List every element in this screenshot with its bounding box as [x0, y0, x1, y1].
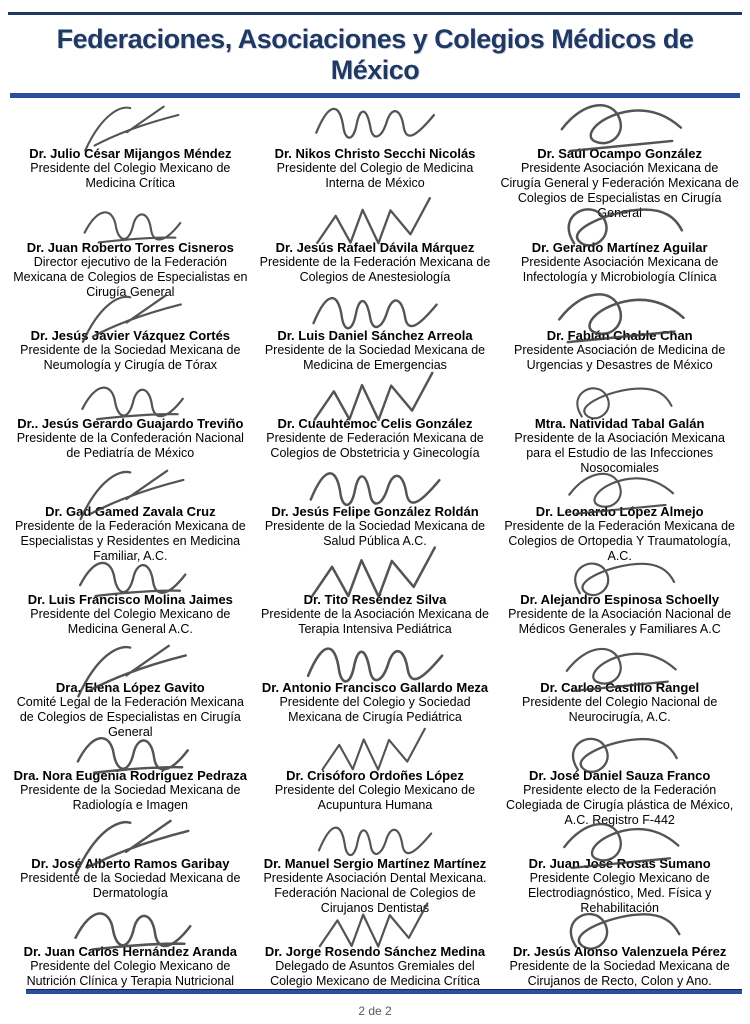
signatory-role: Presidente de la Confederación Nacional de Pediatría de México — [16, 431, 244, 461]
signatory-role: Presidente Asociación Dental Mexicana. Federación Nacional de Colegios de Cirujanos Dentistas — [263, 871, 487, 915]
signatory-card — [8, 214, 253, 302]
signatory-card — [497, 742, 742, 830]
signatory-name: Dr. Alejandro Espinosa Schoelly — [520, 592, 720, 607]
signatory-card — [8, 830, 253, 918]
signatory-card — [253, 390, 498, 478]
signatory-role: Presidente de la Asociación Nacional de Médicos Generales y Familiares A.C — [508, 607, 732, 637]
signatory-role: Presidente de la Asociación Mexicana para el Estudio de las Infecciones Nosocomiales — [514, 431, 725, 475]
signatory-name: Dra. Elena López Gavito — [55, 680, 205, 695]
signatory-card — [497, 654, 742, 742]
signatory-role: Presidente del Colegio de Medicina Interna de México — [276, 161, 474, 191]
signatory-role: Presidente de la Sociedad Mexicana de Dermatología — [20, 871, 241, 901]
signatory-name: Dr. Luis Francisco Molina Jaimes — [27, 592, 233, 607]
signatory-role: Delegado de Asuntos Gremiales del Colegio Mexicano de Medicina Crítica — [270, 959, 480, 989]
signatory-card — [497, 390, 742, 478]
signatory-name: Dr. Leonardo López Almejo — [535, 504, 704, 519]
signatory-role: Presidente de la Federación Mexicana de Colegios de Ortopedia Y Traumatología, A.C. — [504, 519, 736, 563]
signatory-name: Dr. Nikos Christo Secchi Nicolás — [274, 146, 476, 161]
signatory-name: Dr. Manuel Sergio Martínez Martínez — [263, 856, 487, 871]
signatory-card — [8, 390, 253, 478]
signatory-name: Dr. Saúl Ocampo González — [537, 146, 703, 161]
signatory-role: Presidente del Colegio Mexicano de Nutrición Clínica y Terapia Nutricional — [26, 959, 235, 989]
signatory-role: Presidente del Colegio y Sociedad Mexicana de Cirugía Pediátrica — [279, 695, 471, 725]
signatory-card — [8, 654, 253, 742]
signatory-name: Dr. Jesús Felipe González Roldán — [271, 504, 479, 519]
signatory-card — [8, 478, 253, 566]
signatory-card — [497, 112, 742, 220]
signatory-name: Dr. Jesús Rafael Dávila Márquez — [275, 240, 475, 255]
signatory-card — [253, 566, 498, 654]
signatory-card — [253, 654, 498, 742]
signatory-card — [253, 830, 498, 918]
page-number: 2 de 2 — [358, 1004, 392, 1018]
signatory-name: Dr. Julio César Mijangos Méndez — [29, 146, 232, 161]
signatory-card — [253, 112, 498, 214]
signatory-role: Presidente de la Asociación Mexicana de Terapia Intensiva Pediátrica — [261, 607, 489, 637]
signatory-role: Presidente electo de la Federación Colegiada de Cirugía plástica de México, A.C. Registro F-442 — [506, 783, 734, 827]
top-rule — [8, 12, 742, 15]
signatory-name: Dr. Gad Gamed Zavala Cruz — [45, 504, 216, 519]
signatory-role: Presidente de la Sociedad Mexicana de Salud Pública A.C. — [264, 519, 486, 549]
signatory-role: Presidente del Colegio Mexicano de Medicina General A.C. — [30, 607, 231, 637]
signatory-role: Presidente de la Federación Mexicana de Especialistas y Residentes en Medicina Familiar, A.C. — [14, 519, 246, 563]
signatory-card — [8, 302, 253, 390]
signatory-name: Dr. Jesús Javier Vázquez Cortés — [30, 328, 231, 343]
page-title: Federaciones, Asociaciones y Colegios Médicos de México — [56, 24, 694, 85]
signatory-name: Dr. Antonio Francisco Gallardo Meza — [261, 680, 489, 695]
signatory-role: Presidente de la Sociedad Mexicana de Radiología e Imagen — [20, 783, 241, 813]
signatory-name: Dr. Juan Roberto Torres Cisneros — [26, 240, 234, 255]
signatory-name: Dr. Luis Daniel Sánchez Arreola — [277, 328, 473, 343]
signatory-name: Dr.. Jesús Gerardo Guajardo Treviño — [17, 416, 244, 431]
signatories-grid — [0, 98, 750, 1006]
bottom-rule — [26, 989, 742, 994]
signatory-card — [497, 566, 742, 654]
signatory-card — [497, 830, 742, 918]
signatory-role: Director ejecutivo de la Federación Mexicana de Colegios de Especialistas en Cirugía General — [13, 255, 248, 299]
signatory-name: Dr. Jorge Rosendo Sánchez Medina — [264, 944, 486, 959]
signatory-role: Presidente Colegio Mexicano de Electrodiagnóstico, Med. Física y Rehabilitación — [527, 871, 712, 915]
signatory-card — [8, 742, 253, 830]
signatory-card — [497, 302, 742, 390]
signatory-role: Presidente Asociación Mexicana de Infectología y Microbiología Clínica — [520, 255, 719, 285]
signatory-role: Presidente Asociación Mexicana de Cirugía General y Federación Mexicana de Colegios de Especialistas en Cirugía General — [500, 161, 739, 220]
signatory-role: Presidente del Colegio Mexicano de Medicina Crítica — [30, 161, 231, 191]
signatory-card — [253, 478, 498, 566]
signatory-name: Dra. Nora Eugenia Rodríguez Pedraza — [13, 768, 247, 783]
signatory-role: Presidente Asociación de Medicina de Urgencias y Desastres de México — [514, 343, 726, 373]
signatory-name: Dr. Crisóforo Ordoñes López — [286, 768, 464, 783]
signatory-role: Presidente de la Sociedad Mexicana de Cirujanos de Recto, Colon y Ano. — [509, 959, 730, 989]
signatory-name: Dr. Fabián Chable Chan — [546, 328, 693, 343]
signatory-name: Dr. Cuauhtémoc Celis González — [277, 416, 473, 431]
signatory-name: Dr. Tito Reséndez Silva — [303, 592, 447, 607]
signatory-card — [497, 478, 742, 566]
signatory-role: Presidente del Colegio Nacional de Neurocirugía, A.C. — [522, 695, 718, 725]
signatory-name: Dr. Juan Carlos Hernández Aranda — [23, 944, 237, 959]
signatory-card — [253, 742, 498, 830]
signatory-role: Presidente de Federación Mexicana de Colegios de Obstetricia y Ginecología — [266, 431, 484, 461]
signatory-card — [253, 302, 498, 390]
signatory-card — [8, 566, 253, 654]
signatory-role: Presidente de la Sociedad Mexicana de Neumología y Cirugía de Tórax — [20, 343, 241, 373]
signatory-name: Dr. José Daniel Sauza Franco — [528, 768, 711, 783]
signatory-card — [497, 214, 742, 302]
signatory-name: Dr. Jesús Alonso Valenzuela Pérez — [512, 944, 727, 959]
signatory-card — [8, 112, 253, 214]
signatory-name: Dr. Gerardo Martínez Aguilar — [531, 240, 708, 255]
signatory-role: Presidente de la Federación Mexicana de Colegios de Anestesiología — [259, 255, 491, 285]
signatory-name: Mtra. Natividad Tabal Galán — [534, 416, 705, 431]
signatory-role: Comité Legal de la Federación Mexicana de Colegios de Especialistas en Cirugía General — [16, 695, 244, 739]
signatory-card — [253, 214, 498, 302]
signatory-name: Dr. Juan José Rosas Sumano — [528, 856, 711, 871]
signatory-name: Dr. Carlos Castillo Rangel — [540, 680, 700, 695]
signatory-role: Presidente de la Sociedad Mexicana de Medicina de Emergencias — [264, 343, 486, 373]
signatory-role: Presidente del Colegio Mexicano de Acupuntura Humana — [274, 783, 476, 813]
signatory-name: Dr. José Alberto Ramos Garibay — [31, 856, 230, 871]
